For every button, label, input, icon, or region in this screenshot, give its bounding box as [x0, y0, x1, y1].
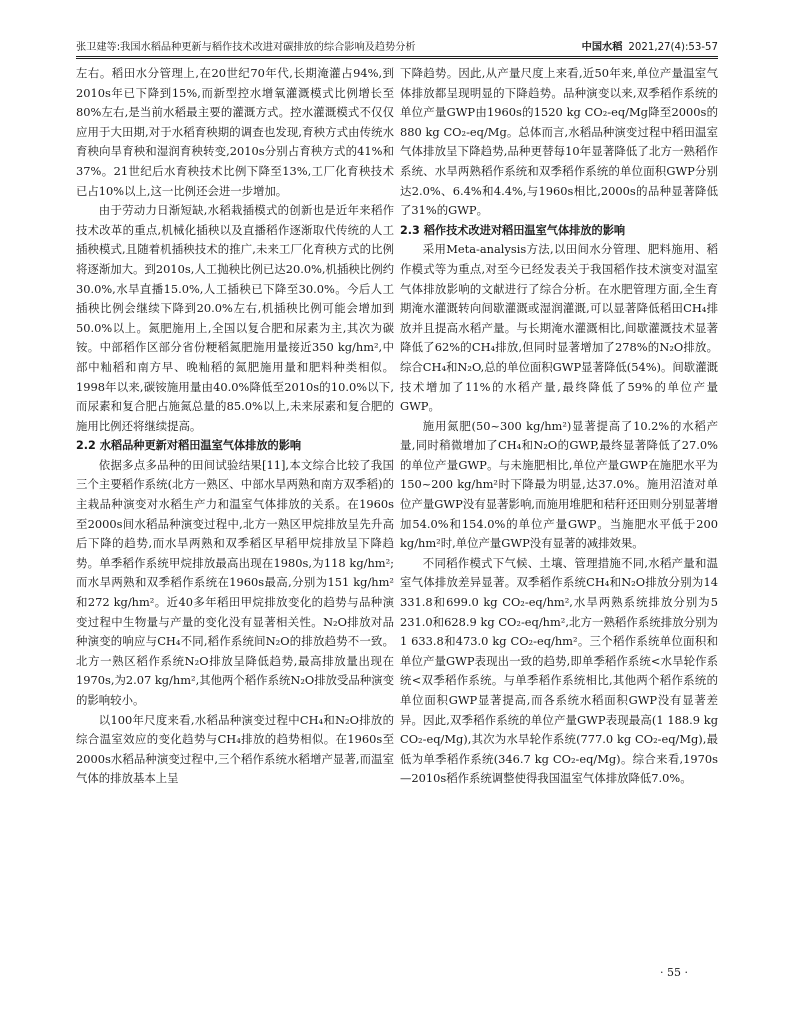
left-column	[76, 64, 394, 789]
paragraph: 不同稻作模式下气候、土壤、管理措施不同,水稻产量和温室气体排放差异显著。双季稻作系统CH₄和N₂O排放分别为14 331.8和699.0 kg CO₂-eq/hm²,水旱两熟系统排放分别为5 231.0和628.9 kg CO₂-eq/hm²,北方一熟稻作系统排放分别为1 633.8和473.0 kg CO₂-eq/hm²。三个稻作系统单位面积和单位产量GWP表现出一致的趋势,即单季稻作系统<水旱轮作系统<双季稻作系统。与单季稻作系统相比,其他两个稻作系统的单位面积GWP显著提高,而各系统水稻面积GWP没有显著差异。因此,双季稻作系统的单位产量GWP表现最高(1 188.9 kg CO₂-eq/Mg),其次为水旱轮作系统(777.0 kg CO₂-eq/Mg),最低为单季稻作系统(346.7 kg CO₂-eq/Mg)。综合来看,1970s—2010s稻作系统调整使得我国温室气体排放降低7.0%。	[400, 555, 718, 786]
paragraph: 下降趋势。因此,从产量尺度上来看,近50年来,单位产量温室气体排放都呈现明显的下降趋势。品种演变以来,双季稻作系统的单位产量GWP由1960s的1520 kg CO₂-eq/Mg降至2000s的880 kg CO₂-eq/Mg。总体而言,水稻品种演变过程中稻田温室气体排放呈下降趋势,品种更替每10年显著降低了北方一熟稻作系统、水旱两熟稻作系统和双季稻作系统的单位面积GWP分别达2.0%、6.4%和4.4%,与1960s相比,2000s的品种显著降低了31%的GWP。	[400, 66, 718, 218]
running-header	[76, 40, 718, 55]
journal-citation: 2021,27(4):53-57	[628, 42, 718, 53]
right-column	[400, 64, 718, 789]
paragraph: 依据多点多品种的田间试验结果[11],本文综合比较了我国三个主要稻作系统(北方一熟区、中部水旱两熟和南方双季稻)的主栽品种演变对水稻生产力和温室气体排放的关系。在1960s至2000s间水稻品种演变过程中,北方一熟区甲烷排放呈先升高后下降的趋势,而水旱两熟和双季稻区早稻甲烷排放呈下降趋势。单季稻作系统甲烷排放最高出现在1980s,为118 kg/hm²;而水旱两熟和双季稻作系统在1960s最高,分别为151 kg/hm²和272 kg/hm²。近40多年稻田甲烷排放变化的趋势与品种演变过程中生物量与产量的变化没有显著相关性。N₂O排放对品种演变的响应与CH₄不同,稻作系统间N₂O的排放趋势不一致。北方一熟区稻作系统N₂O排放呈降低趋势,最高排放量出现在1970s,为2.07 kg/hm²,其他两个稻作系统N₂O排放受品种演变的影响较小。	[76, 457, 394, 707]
paragraph: 由于劳动力日渐短缺,水稻栽插模式的创新也是近年来稻作技术改革的重点,机械化插秧以及直播稻作逐渐取代传统的人工插秧模式,且随着机插秧技术的推广,未来工厂化育秧方式的比例将逐渐加大。到2010s,人工抛秧比例已达20.0%,机插秧比例约30.0%,水旱直播15.0%,人工插秧已下降至30.0%。今后人工插秧比例会继续下降到20.0%左右,机插秧比例可能会增加到50.0%以上。氮肥施用上,全国以复合肥和尿素为主,其次为碳铵。中部稻作区部分省份粳稻氮肥施用量接近350 kg/hm²,中部中籼稻和南方早、晚籼稻的氮肥施用量和肥料种类相似。1998年以来,碳铵施用量由40.0%降低至2010s的10.0%以下,而尿素和复合肥占施氮总量的85.0%以上,未来尿素和复合肥的施用比例还将继续提高。	[76, 203, 394, 433]
header-journal-info	[582, 40, 718, 55]
paragraph: 以100年尺度来看,水稻品种演变过程中CH₄和N₂O排放的综合温室效应的变化趋势与CH₄排放的趋势相似。在1960s至2000s水稻品种演变过程中,三个稻作系统水稻增产显著,而温室气体的排放基本上呈	[76, 712, 394, 786]
page-number: · 55 ·	[660, 966, 688, 979]
paragraph: 左右。稻田水分管理上,在20世纪70年代,长期淹灌占94%,到2010s年已下降到15%,而新型控水增氧灌溉模式比例增长至80%左右,是当前水稻最主要的灌溉方式。控水灌溉模式不仅仅应用于大田期,对于水稻育秧期的调查也发现,育秧方式由传统水育秧向旱育秧和湿润育秧转变,2010s分别占育秧方式的41%和37%。21世纪后水育秧技术比例下降至13%,工厂化育秧技术已占10%以上,这一比例还会进一步增加。	[76, 66, 394, 198]
header-rule-bottom	[76, 58, 718, 59]
section-heading-2-3: 2.3 稻作技术改进对稻田温室气体排放的影响	[400, 223, 626, 237]
header-authors-title: 张卫建等:我国水稻品种更新与稻作技术改进对碳排放的综合影响及趋势分析	[76, 42, 416, 53]
header-rule-top	[76, 56, 718, 57]
paragraph: 采用Meta-analysis方法,以田间水分管理、肥料施用、稻作模式等为重点,对至今已经发表关于我国稻作技术演变对温室气体排放影响的文献进行了综合分析。在水肥管理方面,全生育期淹水灌溉转向间歇灌溉或湿润灌溉,可以显著降低稻田CH₄排放并且提高水稻产量。与长期淹水灌溉相比,间歇灌溉技术显著降低了62%的CH₄排放,但同时显著增加了278%的N₂O排放。综合CH₄和N₂O,总的单位面积GWP显著降低(54%)。间歇灌溉技术增加了11%的水稻产量,最终降低了59%的单位产量GWP。	[400, 242, 718, 414]
paragraph: 施用氮肥(50~300 kg/hm²)显著提高了10.2%的水稻产量,同时稍微增加了CH₄和N₂O的GWP,最终显著降低了27.0%的单位产量GWP。与未施肥相比,单位产量GWP在施肥水平为150~200 kg/hm²时下降最为明显,达37.0%。施用沼渣对单位产量GWP没有显著影响,而施用堆肥和秸秆还田则分别显著增加54.0%和154.0%的单位产量GWP。当施肥水平低于200 kg/hm²时,单位产量GWP没有显著的减排效果。	[400, 418, 718, 551]
journal-name: 中国水稻	[581, 41, 623, 53]
section-heading-2-2: 2.2 水稻品种更新对稻田温室气体排放的影响	[76, 439, 302, 453]
